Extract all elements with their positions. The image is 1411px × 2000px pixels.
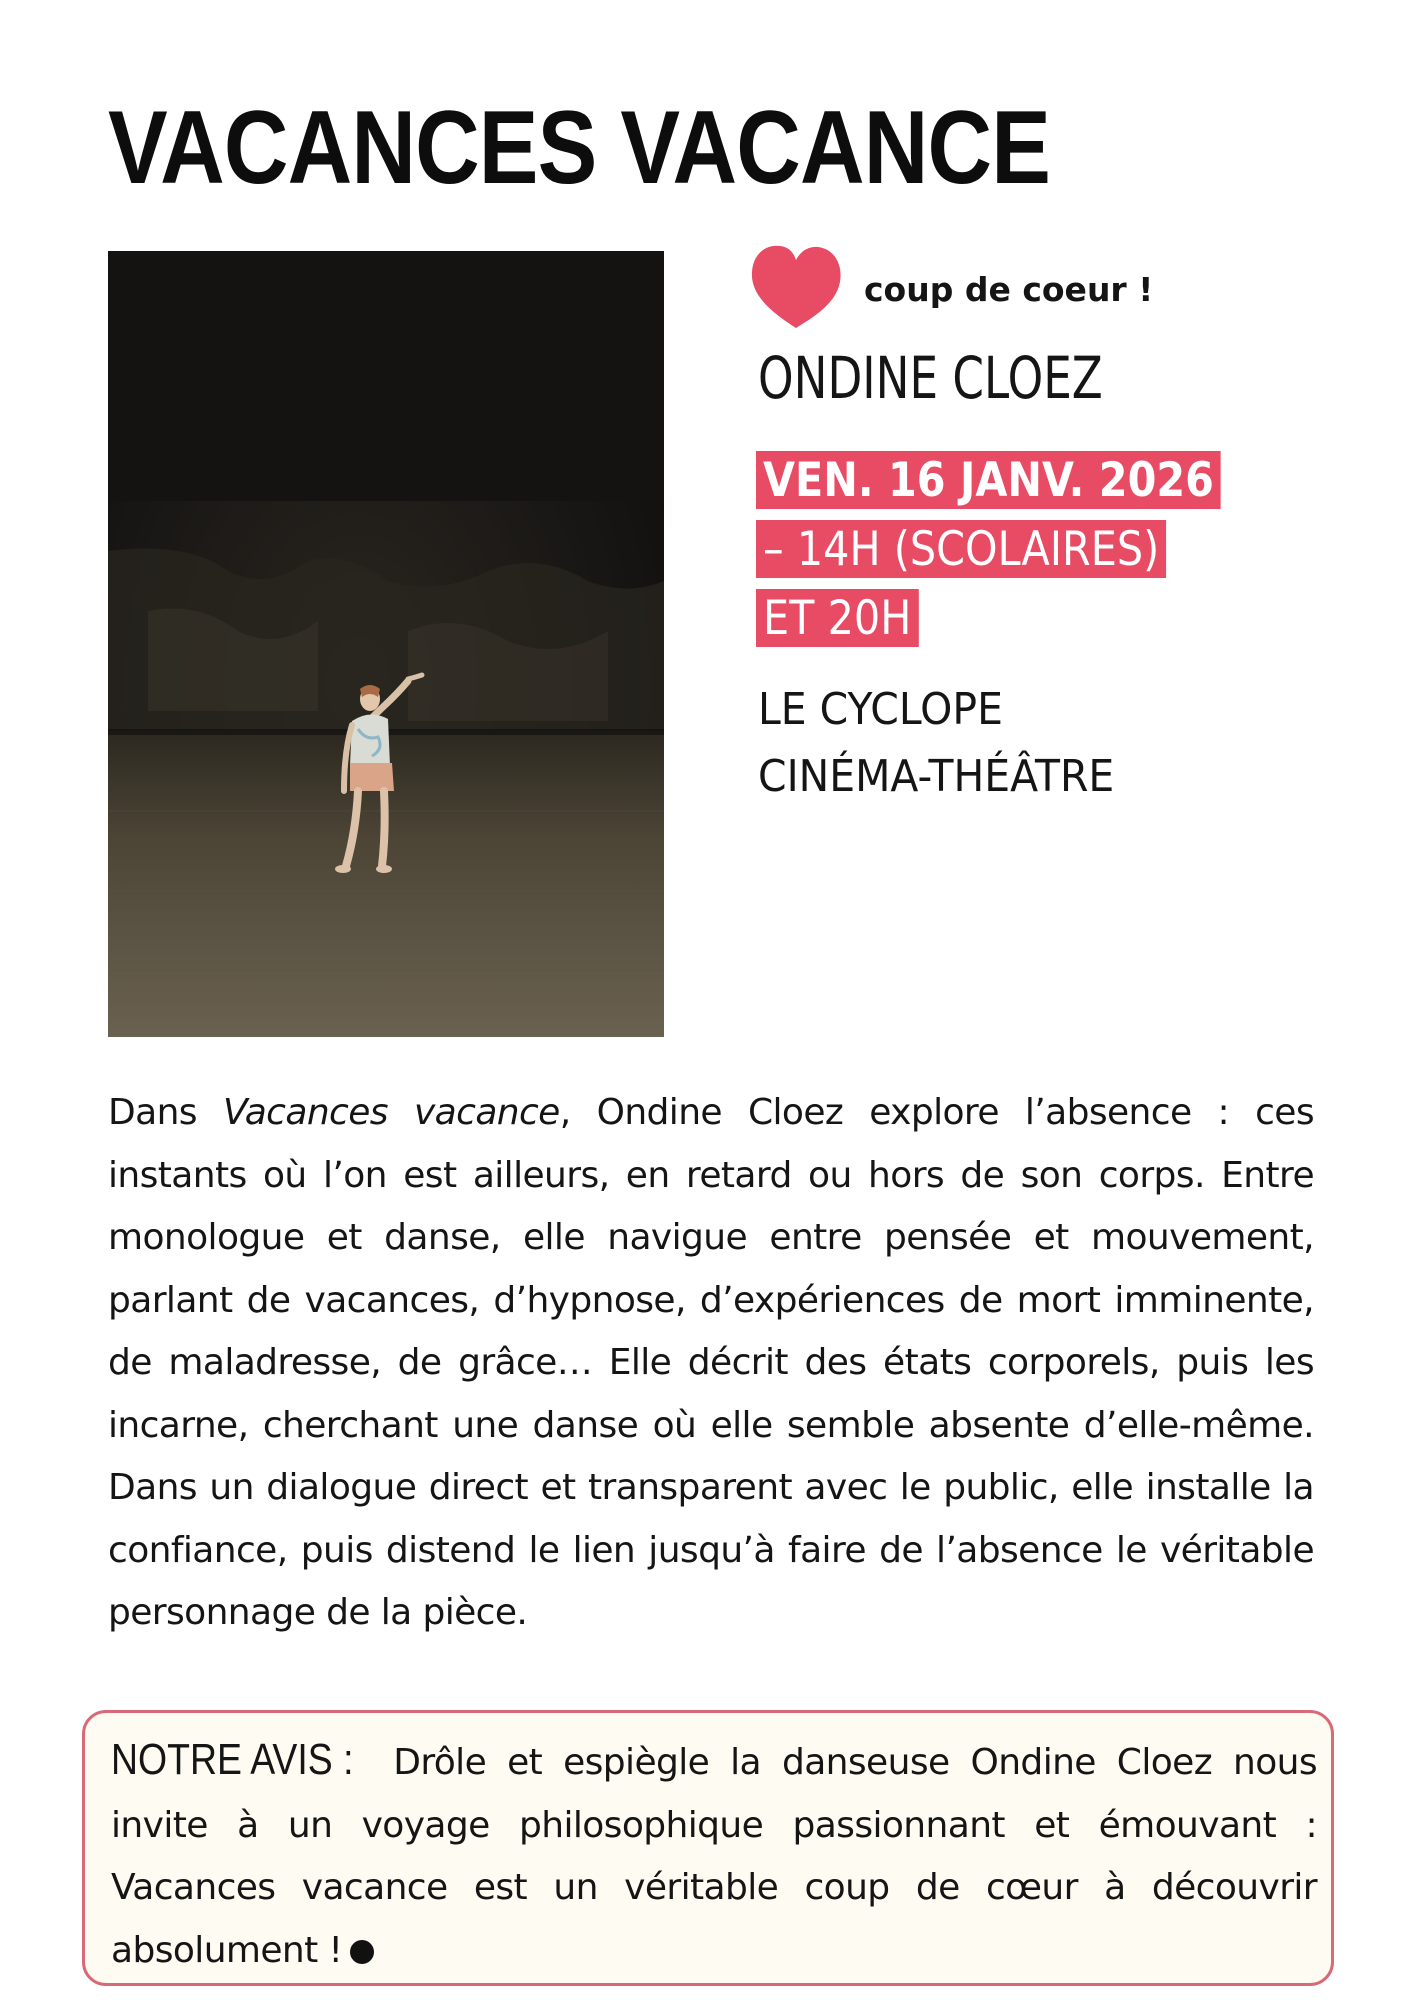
venue (758, 676, 1114, 810)
performance-photo (108, 251, 664, 1037)
page-title: VACANCES VACANCE (108, 90, 1051, 206)
event-dates (756, 448, 1316, 655)
review-label: NOTRE AVIS : (111, 1735, 354, 1784)
review-paragraph (111, 1729, 1317, 1982)
badge-label: coup de coeur ! (864, 270, 1154, 309)
description-body: , Ondine Cloez explore l’absence : ces instants où l’on est ailleurs, en retard ou hors de son corps. Entre monologue et danse, elle navigue entre pensée et mouvement, parlant de vacances, d’hypnose, d’expériences de mort imminente, de maladresse, de grâce… Elle décrit des états corporels, puis les incarne, cherchant une danse où elle semble absente d’elle-même. Dans un dialogue direct et transparent avec le public, elle installe la confiance, puis distend le lien jusqu’à faire de l’absence le véritable personnage de la pièce. (108, 1092, 1314, 1633)
end-bullet-icon (350, 1940, 374, 1964)
description-work-title: Vacances vacance (222, 1092, 560, 1133)
date-line-1: VEN. 16 JANV. 2026 (756, 451, 1221, 509)
description-paragraph (108, 1082, 1314, 1645)
date-line-3: ET 20H (756, 589, 918, 647)
artist-name: ONDINE CLOEZ (758, 344, 1103, 412)
coup-de-coeur-badge (748, 240, 1168, 332)
description-intro: Dans (108, 1092, 223, 1133)
review-text: Drôle et espiègle la danseuse Ondine Cloez nous invite à un voyage philosophique passionnant et émouvant : Vacances vacance est un véritable coup de cœur à découvrir absolument ! (111, 1742, 1317, 1971)
date-line-2: – 14H (SCOLAIRES) (756, 520, 1166, 578)
heart-icon (748, 242, 844, 330)
review-box (82, 1710, 1334, 1986)
venue-line-1: LE CYCLOPE (758, 684, 1003, 735)
venue-line-2: CINÉMA-THÉÂTRE (758, 751, 1115, 802)
